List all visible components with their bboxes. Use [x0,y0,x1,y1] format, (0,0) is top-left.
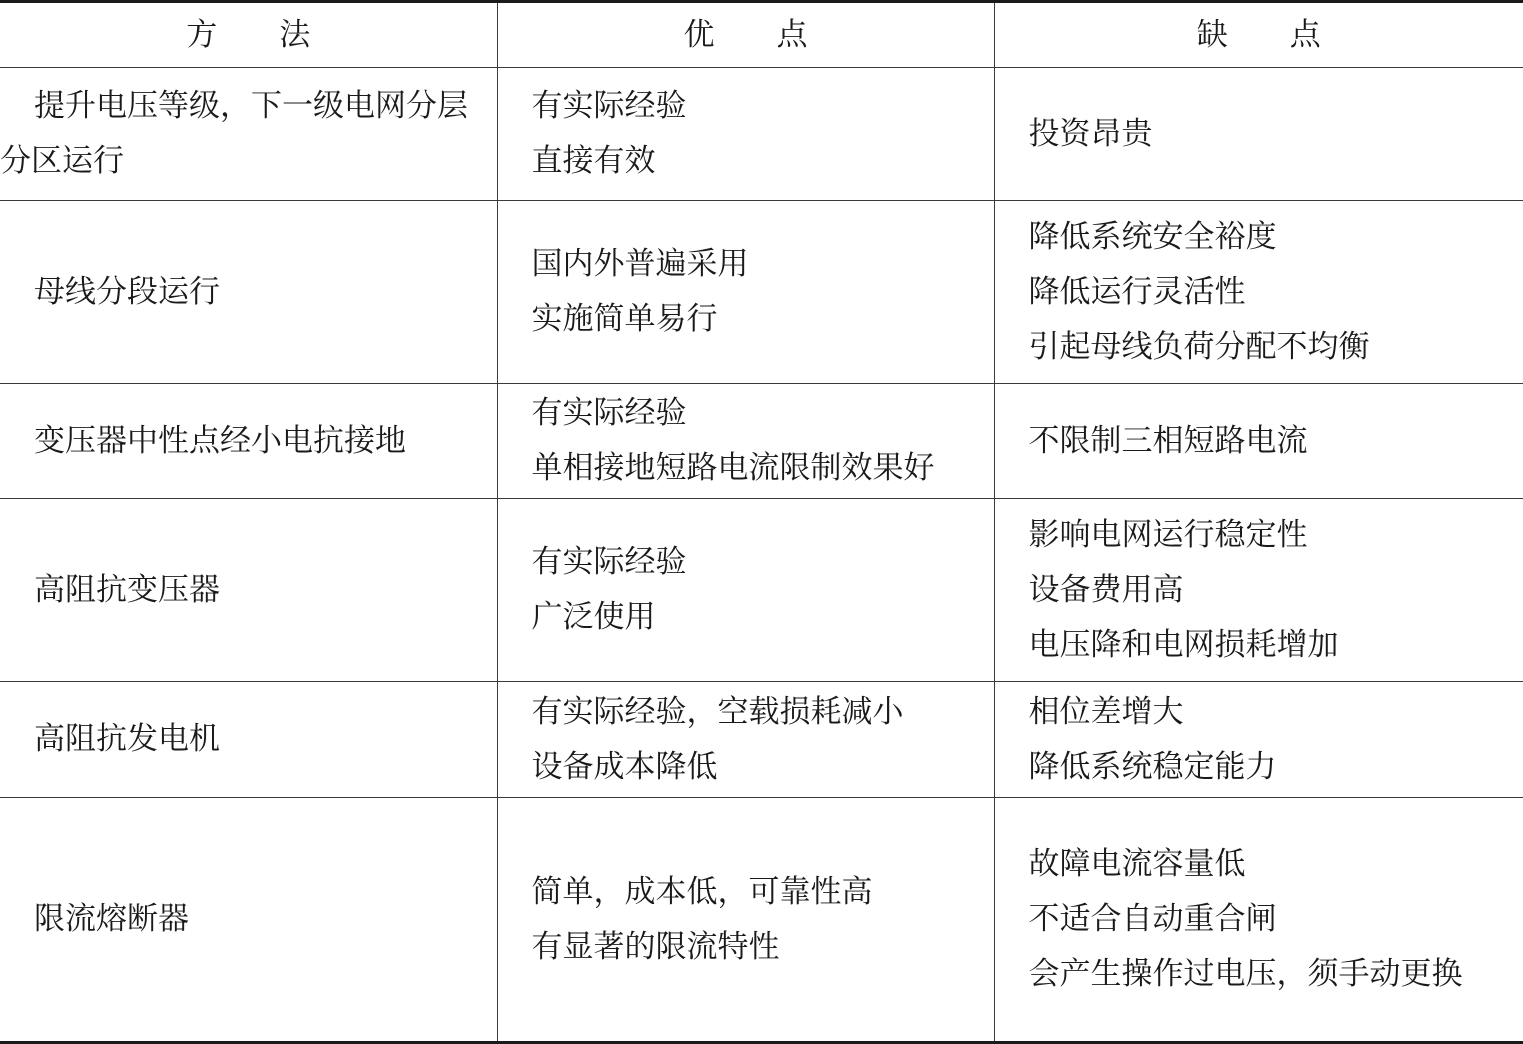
header-disadvantages: 缺 点 [994,2,1523,68]
disadvantage-item: 降低运行灵活性 [995,265,1523,320]
disadvantages-cell [994,798,1523,1043]
method-cell [0,201,497,384]
table-row [0,682,1523,798]
method-text: 母线分段运行 [0,265,497,320]
advantage-item: 国内外普遍采用 [498,237,994,292]
table-row [0,68,1523,201]
disadvantage-item: 会产生操作过电压，须手动更换 [995,947,1495,1002]
disadvantages-cell [994,499,1523,682]
advantage-item: 有实际经验，空载损耗减小 [498,685,994,740]
table-row [0,384,1523,499]
disadvantage-item: 影响电网运行稳定性 [995,508,1523,563]
disadvantage-item: 引起母线负荷分配不均衡 [995,320,1523,375]
advantage-item: 有实际经验 [498,386,994,441]
disadvantage-item: 降低系统安全裕度 [995,210,1523,265]
advantages-cell [497,201,994,384]
advantage-item: 简单，成本低，可靠性高 [498,865,994,920]
header-row [0,2,1523,68]
disadvantages-cell [994,68,1523,201]
disadvantages-cell [994,201,1523,384]
advantages-cell [497,384,994,499]
disadvantage-item: 设备费用高 [995,563,1523,618]
advantage-item: 广泛使用 [498,590,994,645]
method-cell [0,499,497,682]
method-text: 高阻抗发电机 [0,712,497,767]
advantage-item: 有实际经验 [498,79,994,134]
advantage-item: 直接有效 [498,134,994,189]
disadvantage-item: 故障电流容量低 [995,837,1523,892]
method-cell [0,682,497,798]
disadvantage-item: 不适合自动重合闸 [995,892,1523,947]
table-row [0,499,1523,682]
header-advantages: 优 点 [497,2,994,68]
disadvantage-item: 降低系统稳定能力 [995,740,1523,795]
method-text: 限流熔断器 [0,892,497,947]
advantages-cell [497,499,994,682]
advantage-item: 有实际经验 [498,535,994,590]
method-cell [0,798,497,1043]
method-text: 提升电压等级，下一级电网分层分区运行 [0,79,470,189]
disadvantages-cell [994,384,1523,499]
table-row [0,798,1523,1043]
disadvantage-item: 相位差增大 [995,685,1523,740]
advantage-item: 设备成本降低 [498,740,994,795]
method-cell [0,68,497,201]
advantages-cell [497,68,994,201]
advantage-item: 单相接地短路电流限制效果好 [498,441,994,496]
disadvantage-item: 不限制三相短路电流 [995,414,1523,469]
disadvantage-item: 电压降和电网损耗增加 [995,618,1523,673]
advantage-item: 有显著的限流特性 [498,920,994,975]
method-cell [0,384,497,499]
advantages-cell [497,798,994,1043]
disadvantage-item: 投资昂贵 [995,107,1523,162]
advantages-cell [497,682,994,798]
table-row [0,201,1523,384]
method-text: 变压器中性点经小电抗接地 [0,414,497,469]
advantage-item: 实施简单易行 [498,292,994,347]
header-method: 方 法 [0,2,497,68]
disadvantages-cell [994,682,1523,798]
method-text: 高阻抗变压器 [0,563,497,618]
